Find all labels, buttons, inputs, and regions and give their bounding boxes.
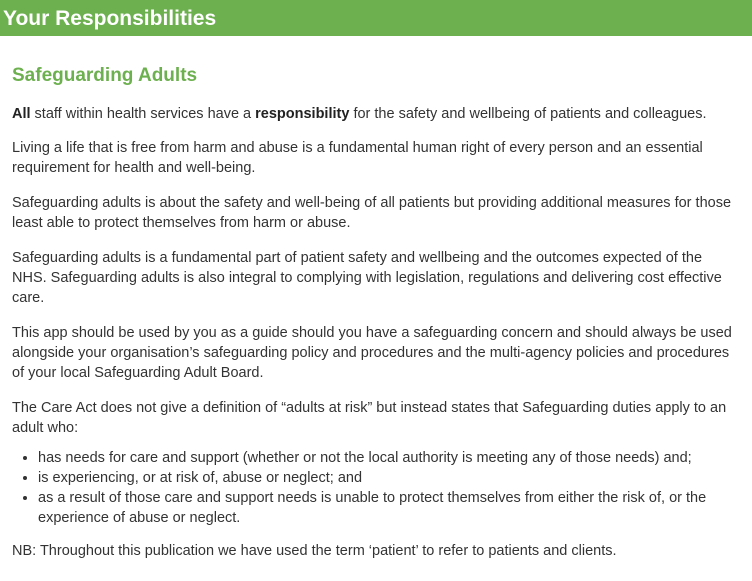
paragraph-safeguarding-about: Safeguarding adults is about the safety and well-being of all patients but providing additional measures for those least able to protect themselves from harm or abuse.	[12, 194, 732, 231]
list-item: • as a result of those care and support needs is unable to protect themselves from either the risk of, or the experience of abuse or neglect.	[38, 488, 740, 528]
page-title: Your Responsibilities	[3, 6, 217, 30]
bullet-list	[12, 448, 740, 528]
main-content	[0, 65, 752, 561]
paragraph-text: for the safety and wellbeing of patients and colleagues.	[349, 105, 707, 122]
bold-responsibility: responsibility	[255, 105, 350, 122]
paragraph-app-usage: This app should be used by you as a guide should you have a safeguarding concern and should always be used alongside your organisation’s safeguarding policy and procedures and the multi-agency policies and procedures of your local Safeguarding Adult Board.	[12, 324, 732, 381]
list-item: • has needs for care and support (whether or not the local authority is meeting any of those needs) and;	[38, 448, 740, 468]
paragraph-text: staff within health services have a	[30, 105, 256, 122]
paragraph-responsibility	[12, 104, 740, 124]
list-item: • is experiencing, or at risk of, abuse or neglect; and	[38, 468, 740, 488]
section-title: Safeguarding Adults	[12, 65, 198, 86]
bold-all: All	[12, 105, 31, 122]
paragraph-human-right: Living a life that is free from harm and abuse is a fundamental human right of every person and an essential requirement for health and well-being.	[12, 139, 703, 176]
paragraph-care-act: The Care Act does not give a definition of “adults at risk” but instead states that Safeguarding duties apply to an adult who:	[12, 399, 727, 436]
header-bar	[0, 0, 752, 36]
paragraph-patient-safety: Safeguarding adults is a fundamental part of patient safety and wellbeing and the outcomes expected of the NHS. Safeguarding adults is also integral to complying with legislation, regulations and delivering cost effective care.	[12, 249, 722, 306]
paragraph-nb-note: NB: Throughout this publication we have used the term ‘patient’ to refer to patients and clients.	[12, 542, 617, 559]
